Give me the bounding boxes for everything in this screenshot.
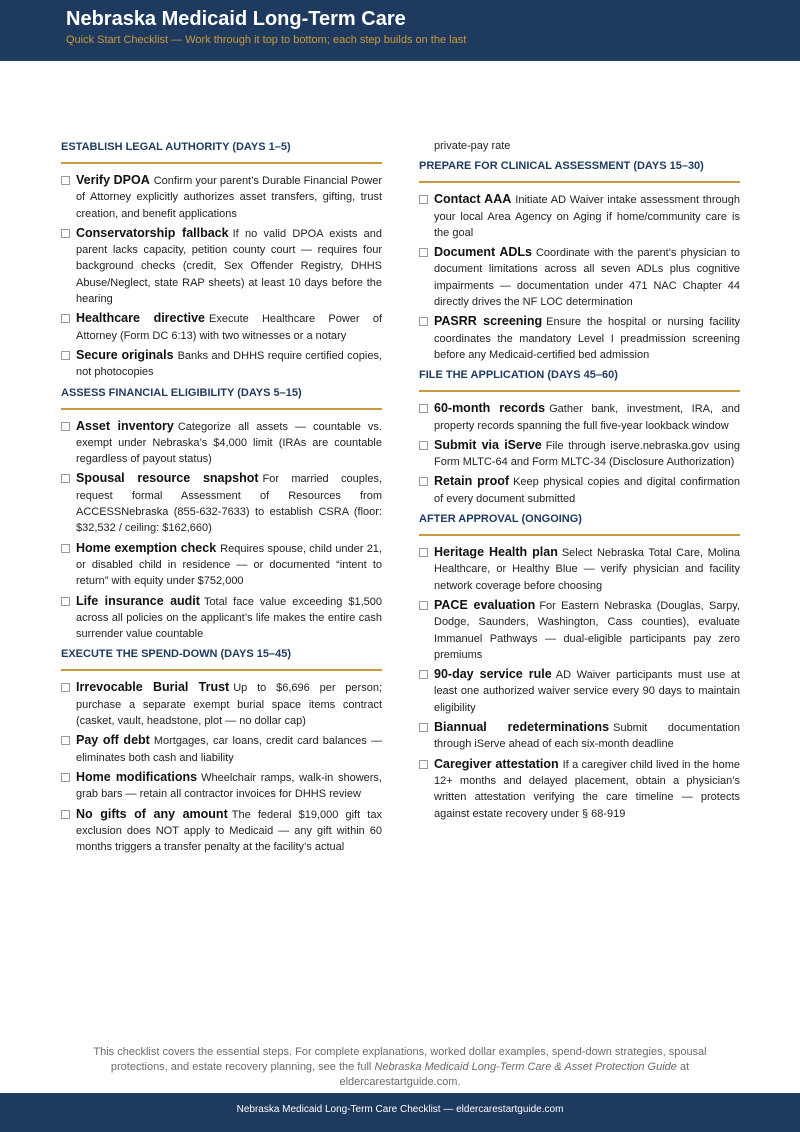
item-lead: PASRR screening: [434, 314, 543, 329]
checklist-item: [419, 437, 740, 471]
item-body: The federal $19,000 gift tax exclusion does NOT apply to Medicaid — any gift within 60 months triggers a transfer penalty at the facility’s actual: [76, 808, 382, 854]
checklist-item: [419, 719, 740, 753]
checkbox[interactable]: [61, 773, 70, 782]
checklist-item: [61, 310, 382, 344]
checkbox[interactable]: [61, 736, 70, 745]
section-title: ASSESS FINANCIAL ELIGIBILITY (DAYS 5–15): [61, 384, 382, 410]
guide-title: Nebraska Medicaid Long-Term Care & Asset Protection Guide: [374, 1061, 677, 1073]
page-subtitle: Quick Start Checklist — Work through it top to bottom; each step builds on the last: [66, 34, 467, 46]
checklist-item: [61, 806, 382, 856]
checkbox[interactable]: [419, 477, 428, 486]
item-body: Ensure the hospital or nursing facility coordinates the mandatory Level I preadmission screening before any Medicaid-certified bed admission: [434, 316, 740, 361]
item-lead: Irrevocable Burial Trust: [76, 680, 230, 695]
item-lead: Heritage Health plan: [434, 545, 558, 560]
item-body: AD Waiver participants must use at least one authorized waiver service every 90 days to maintain eligibility: [434, 669, 740, 714]
item-lead: Asset inventory: [76, 418, 174, 433]
checklist-item: [61, 347, 382, 381]
item-lead: PACE evaluation: [434, 597, 536, 612]
item-body: For Eastern Nebraska (Douglas, Sarpy, Dodge, Saunders, Washington, Cass counties), evaluate Immanuel Pathways — dual-eligible participants pay zero premiums: [434, 599, 740, 661]
checkbox[interactable]: [419, 317, 428, 326]
item-body: If no valid DPOA exists and parent lacks capacity, petition county court — requires four background checks (credit, Sex Offender Registry, DHHS Abuse/Neglect, state RAP sheets) at least 10 days before the hearing: [76, 227, 382, 306]
item-lead: Caregiver attestation: [434, 756, 559, 771]
checkbox[interactable]: [61, 810, 70, 819]
item-body: Coordinate with the parent’s physician to document limitations across all seven ADLs plus cognitive impairments — documentation under 471 NAC Chapter 44 directly drives the NF LOC determination: [434, 247, 740, 309]
checklist-item: [61, 418, 382, 468]
section-title: EXECUTE THE SPEND-DOWN (DAYS 15–45): [61, 645, 382, 671]
item-body-continued: private-pay rate: [434, 140, 511, 152]
checklist-item: [61, 593, 382, 643]
item-lead: Document ADLs: [434, 245, 532, 260]
checkbox[interactable]: [61, 597, 70, 606]
checklist-item: [419, 400, 740, 434]
checklist-item: [419, 597, 740, 663]
item-lead: Healthcare directive: [76, 311, 205, 326]
item-body: For married couples, request formal Assessment of Resources from ACCESSNebraska (855-632-7633) to establish CSRA (floor: $32,532 / ceiling: $162,660): [76, 473, 382, 535]
checklist-item: [61, 679, 382, 729]
checkbox[interactable]: [419, 723, 428, 732]
item-body: Banks and DHHS require certified copies, not photocopies: [76, 349, 383, 379]
section-title: FILE THE APPLICATION (DAYS 45–60): [419, 366, 740, 392]
item-lead: Verify DPOA: [76, 173, 150, 187]
checkbox[interactable]: [61, 351, 70, 360]
item-lead: Spousal resource snapshot: [76, 471, 259, 486]
checkbox[interactable]: [419, 760, 428, 769]
section-title: ESTABLISH LEGAL AUTHORITY (DAYS 1–5): [61, 138, 382, 164]
item-lead: Secure originals: [76, 347, 174, 362]
checklist-item: [61, 470, 382, 536]
footer-bar: Nebraska Medicaid Long-Term Care Checklist — eldercarestartguide.com: [0, 1093, 800, 1132]
item-body: Requires spouse, child under 21, or disabled child in residence — or documented “intent to return” with equity under $752,000: [76, 542, 382, 588]
item-body: If a caregiver child lived in the home 12+ months and delayed placement, obtain a physician’s written attestation verifying the care timeline — protects against estate recovery under § 68-919: [434, 758, 740, 820]
item-body: Mortgages, car loans, credit card balances — eliminates both cash and liability: [76, 735, 382, 764]
item-lead: No gifts of any amount: [76, 806, 228, 821]
checklist-item: [419, 191, 740, 241]
item-body: Total face value exceeding $1,500 across all policies on the applicant’s life makes the entire cash surrender value countable: [76, 595, 382, 641]
checkbox[interactable]: [419, 248, 428, 257]
page-header: [0, 0, 800, 61]
item-lead: Conservatorship fallback: [76, 225, 229, 240]
checklist-item: [419, 666, 740, 716]
checkbox[interactable]: [61, 229, 70, 238]
checkbox[interactable]: [419, 670, 428, 679]
checkbox[interactable]: [61, 683, 70, 692]
item-body: Select Nebraska Total Care, Molina Healthcare, or Healthy Blue — verify physician and facility network coverage before choosing: [434, 547, 740, 592]
item-body: Gather bank, investment, IRA, and property records spanning the full five-year lookback window: [434, 403, 740, 432]
item-body: File through iserve.nebraska.gov using Form MLTC-64 and Form MLTC-34 (Disclosure Authorization): [434, 439, 740, 469]
checklist-item: [419, 473, 740, 507]
item-lead: Pay off debt: [76, 733, 150, 748]
checkbox[interactable]: [419, 195, 428, 204]
left-column: [61, 138, 382, 858]
item-lead: 90-day service rule: [434, 667, 552, 682]
item-lead: Biannual redeterminations: [434, 720, 610, 735]
checkbox[interactable]: [419, 548, 428, 557]
checkbox[interactable]: [61, 422, 70, 431]
checkbox[interactable]: [61, 314, 70, 323]
section-title: AFTER APPROVAL (ONGOING): [419, 510, 740, 536]
item-body: Confirm your parent’s Durable Financial Power of Attorney explicitly authorizes asset transfers, gifting, trust creation, and benefit applications: [76, 175, 383, 220]
checklist-item: [61, 172, 382, 222]
checklist-item: [61, 732, 382, 766]
checkbox[interactable]: [419, 404, 428, 413]
checklist-item: [419, 544, 740, 594]
item-body: Up to $6,696 per person; purchase a separate exempt burial space items contract (casket, vault, headstone, plot — no dollar cap): [76, 682, 383, 728]
checkbox[interactable]: [419, 441, 428, 450]
footer-note: [80, 1045, 720, 1090]
item-lead: 60-month records: [434, 401, 546, 416]
item-lead: Home exemption check: [76, 540, 217, 555]
footer-note-text: This checklist covers the essential steps. For complete explanations, worked dollar examples, spend-down strategies, spousal protections, and estate recovery planning, see the full: [93, 1046, 707, 1073]
checklist-item: [419, 313, 740, 363]
item-body: Initiate AD Waiver intake assessment through your local Area Agency on Aging if home/community care is the goal: [434, 194, 740, 239]
item-lead: Retain proof: [434, 474, 510, 489]
item-body: Submit documentation through iServe ahead of each six-month deadline: [434, 722, 740, 751]
item-lead: Home modifications: [76, 769, 198, 784]
right-column: [419, 138, 740, 825]
item-body: Keep physical copies and digital confirmation of every document submitted: [434, 476, 740, 505]
section-title: PREPARE FOR CLINICAL ASSESSMENT (DAYS 15–30): [419, 157, 740, 183]
item-lead: Contact AAA: [434, 192, 512, 207]
checklist-item: [419, 756, 740, 822]
checkbox[interactable]: [419, 601, 428, 610]
checklist-item: [419, 244, 740, 310]
checkbox[interactable]: [61, 474, 70, 483]
item-body: Categorize all assets — countable vs. exempt under Nebraska’s $4,000 limit (IRAs are countable regardless of payout status): [76, 420, 382, 466]
checkbox[interactable]: [61, 176, 70, 185]
item-lead: Life insurance audit: [76, 593, 200, 608]
page-title: Nebraska Medicaid Long-Term Care: [66, 8, 406, 30]
checklist-item: [61, 540, 382, 590]
footer-note-text-end: at eldercarestartguide.com.: [339, 1061, 690, 1088]
checkbox[interactable]: [61, 544, 70, 553]
checklist-item: [61, 225, 382, 307]
item-lead: Submit via iServe: [434, 437, 542, 452]
item-body: Wheelchair ramps, walk-in showers, grab bars — retain all contractor invoices for DHHS review: [76, 771, 382, 801]
checklist-item: [61, 769, 382, 803]
item-body: Execute Healthcare Power of Attorney (Form DC 6:13) with two witnesses or a notary: [76, 313, 383, 342]
